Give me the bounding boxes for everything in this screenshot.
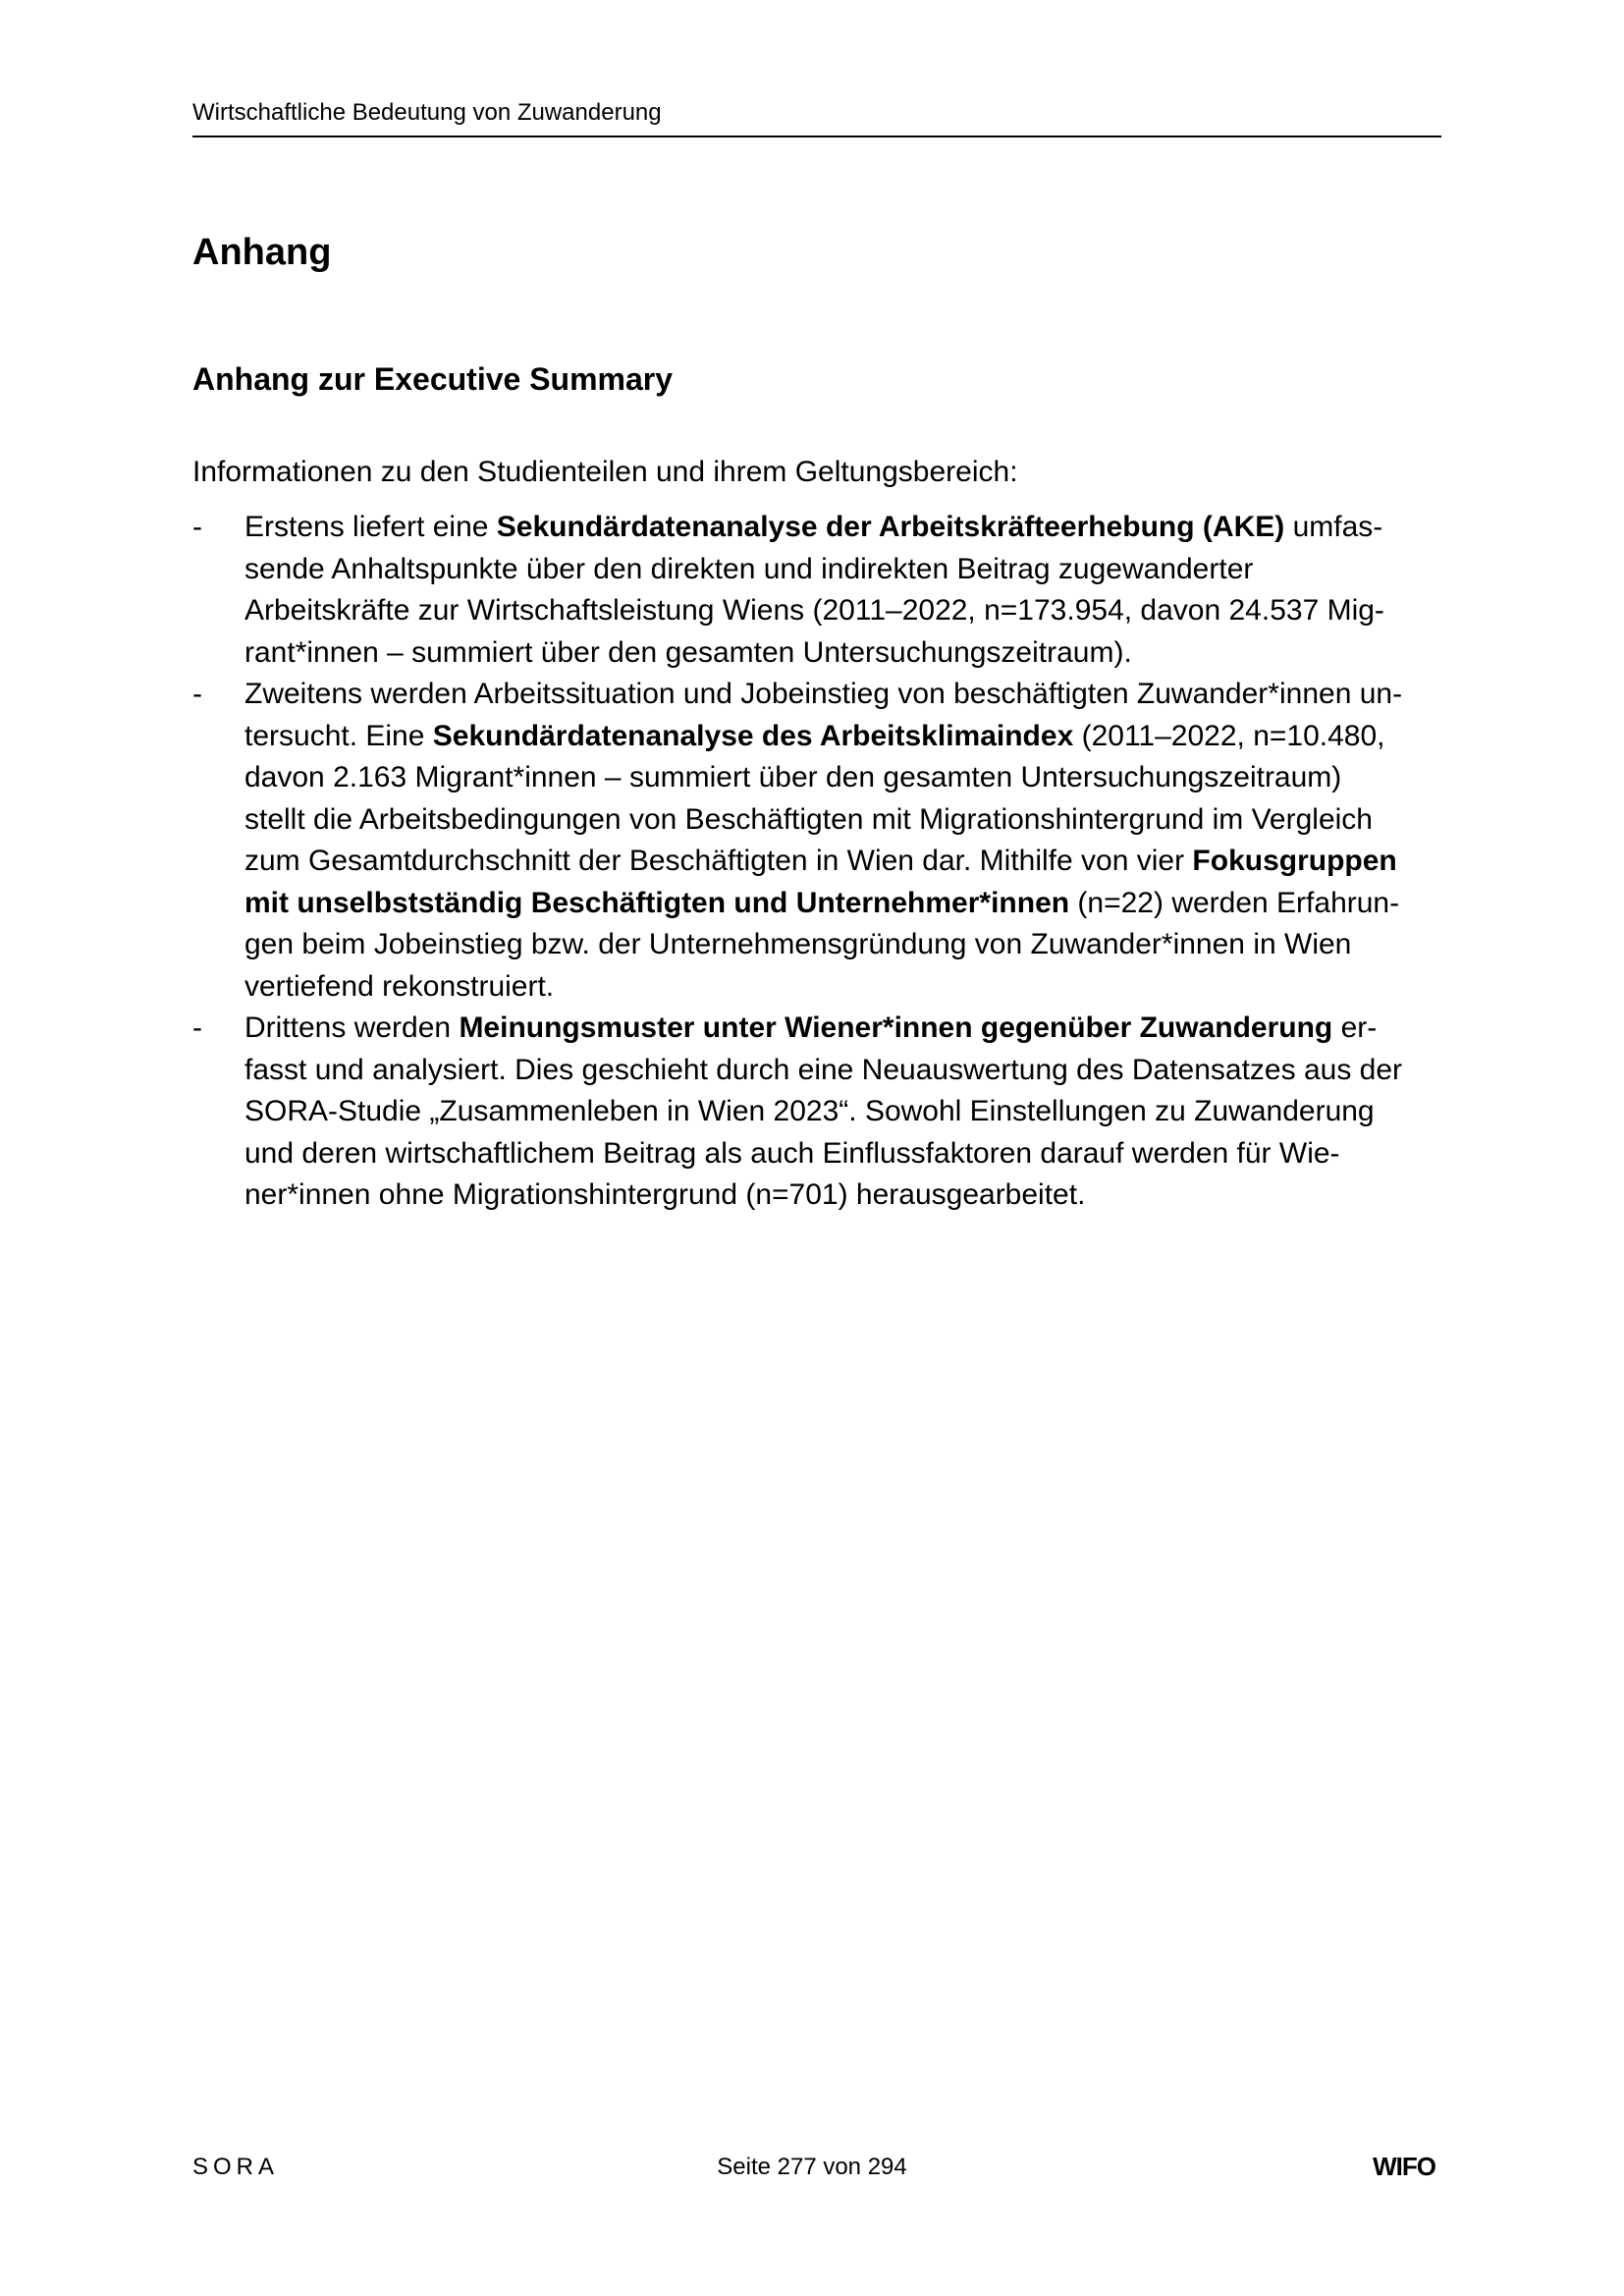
intro-paragraph: Informationen zu den Studienteilen und ihrem Geltungsbereich: [192,456,1018,488]
study-parts-list [192,507,1441,1217]
text-line: vertiefend rekonstruiert. [244,969,555,1003]
list-item-text [244,511,1384,669]
text-line: tersucht. Eine Sekundärdatenanalyse des Arbeitsklimaindex (2011–2022, n=10.480, [244,719,1385,752]
text-line: Drittens werden Meinungsmuster unter Wiener*innen gegenüber Zuwanderung er- [244,1011,1378,1044]
list-marker: - [192,1011,202,1044]
list-item [192,1008,1441,1217]
text-line: sende Anhaltspunkte über den direkten und indirekten Beitrag zugewanderter [244,552,1254,585]
list-item [192,507,1441,674]
text-line: Zweitens werden Arbeitssituation und Jobeinstieg von beschäftigten Zuwander*innen un- [244,678,1403,710]
list-item [192,674,1441,1008]
text-line: mit unselbstständig Beschäftigten und Unternehmer*innen (n=22) werden Erfahrun- [244,886,1400,919]
list-marker: - [192,511,202,543]
list-item-text [244,678,1402,1003]
text-line: gen beim Jobeinstieg bzw. der Unternehmensgründung von Zuwander*innen in Wien [244,928,1352,960]
section-title: Anhang zur Executive Summary [192,361,674,397]
text-line: ner*innen ohne Migrationshintergrund (n=701) herausgearbeitet. [244,1178,1086,1211]
list-marker: - [192,678,202,710]
text-line: rant*innen – summiert über den gesamten Untersuchungszeitraum). [244,635,1132,669]
text-line: Erstens liefert eine Sekundärdatenanalyse der Arbeitskräfteerhebung (AKE) umfas- [244,511,1383,543]
text-line: SORA-Studie „Zusammenleben in Wien 2023“. Sowohl Einstellungen zu Zuwanderung [244,1095,1375,1127]
text-line: davon 2.163 Migrant*innen – summiert über den gesamten Untersuchungszeitraum) [244,761,1342,793]
text-line: zum Gesamtdurchschnitt der Beschäftigten in Wien dar. Mithilfe von vier Fokusgruppen [244,845,1397,877]
text-line: Arbeitskräfte zur Wirtschaftsleistung Wiens (2011–2022, n=173.954, davon 24.537 Mig- [244,594,1384,627]
text-line: stellt die Arbeitsbedingungen von Beschäftigten mit Migrationshintergrund im Vergleich [244,802,1373,836]
wifo-logo: WIFO [1373,2152,1435,2181]
page-number: Seite 277 von 294 [717,2154,907,2180]
sora-logo: SORA [192,2154,280,2180]
chapter-title: Anhang [192,232,332,273]
text-line: fasst und analysiert. Dies geschieht durch eine Neuauswertung des Datensatzes aus der [244,1053,1403,1086]
running-header: Wirtschaftliche Bedeutung von Zuwanderung [192,98,1441,137]
list-item-text [244,1011,1402,1211]
text-line: und deren wirtschaftlichem Beitrag als auch Einflussfaktoren darauf werden für Wie- [244,1136,1340,1170]
